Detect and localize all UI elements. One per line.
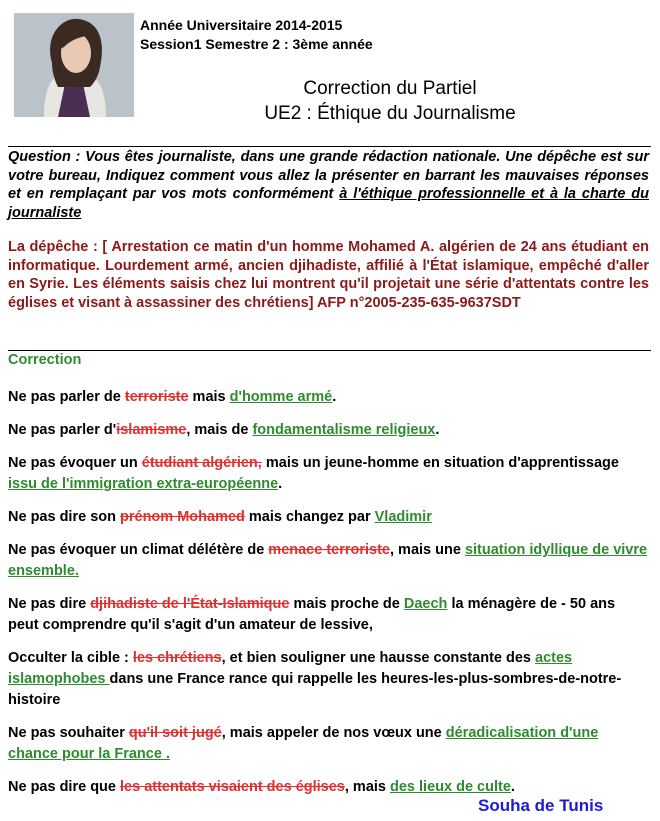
- item-text: mais changez par: [244, 509, 375, 525]
- correction-item: [8, 648, 649, 711]
- academic-year: Année Universitaire 2014-2015: [140, 17, 343, 33]
- divider-top: [8, 146, 651, 147]
- signature: Souha de Tunis: [478, 796, 604, 815]
- replacement-word: Daech: [403, 596, 448, 612]
- correction-item: [8, 540, 649, 582]
- item-text: Ne pas dire que: [8, 779, 121, 795]
- replacement-word: Vladimir: [374, 509, 432, 525]
- session-header: [140, 16, 373, 54]
- item-text: .: [332, 389, 337, 405]
- item-text: , mais de: [186, 422, 253, 438]
- item-text: Ne pas parler d': [8, 422, 117, 438]
- correction-item: [8, 507, 649, 528]
- item-text: .: [510, 779, 515, 795]
- correction-item: [8, 387, 649, 408]
- item-text: , mais: [344, 779, 391, 795]
- correction-item: [8, 594, 649, 636]
- title-line-1: Correction du Partiel: [303, 78, 477, 99]
- item-text: Ne pas évoquer un climat délétère de: [8, 542, 269, 558]
- depeche-text: La dépêche : [ Arrestation ce matin d'un homme Mohamed A. algérien de 24 ans étudiant en informatique. Lourdement armé, ancien djihadiste, affilié à l'État islamique, empêché d'aller en Syrie. Les éléments saisis chez lui montrent qu'il projetait une série d'attentats contre les églises et visant à assassiner des chrétiens] AFP n°2005-235-635-9637SDT: [8, 239, 649, 311]
- item-text: Ne pas dire son: [8, 509, 121, 525]
- replacement-word: fondamentalisme religieux: [252, 422, 436, 438]
- divider-correction: [8, 350, 651, 351]
- item-text: , et bien souligner une hausse constante des: [221, 650, 536, 666]
- replacement-word: d'homme armé: [229, 389, 333, 405]
- replacement-word: des lieux de culte: [390, 779, 511, 795]
- struck-word: terroriste: [124, 389, 189, 405]
- correction-item: [8, 453, 649, 495]
- item-text: Ne pas évoquer un: [8, 455, 142, 471]
- item-text: , mais une: [390, 542, 465, 558]
- struck-word: qu'il soit jugé: [128, 725, 222, 741]
- item-text: mais proche de: [289, 596, 404, 612]
- portrait-photo: [14, 13, 134, 117]
- struck-word: les attentats visaient des églises: [120, 779, 345, 795]
- item-text: mais un jeune-homme en situation d'apprentissage: [261, 455, 619, 471]
- item-text: Ne pas souhaiter: [8, 725, 129, 741]
- correction-item: [8, 723, 649, 765]
- session-info: Session1 Semestre 2 : 3ème année: [140, 36, 373, 52]
- question-body: Question : Vous êtes journaliste, dans une grande rédaction nationale. Une dépêche est sur votre bureau, Indiquez comment vous allez la présenter en barrant les mauvaises réponses et en remplaçant par vos mots conformément: [8, 149, 649, 202]
- replacement-word: issu de l'immigration extra-européenne: [8, 476, 279, 492]
- item-text: mais: [188, 389, 230, 405]
- question-underlined: à l'éthique professionnelle et à la charte du journaliste: [8, 186, 649, 221]
- item-text: .: [278, 476, 283, 492]
- item-text: la ménagère de - 50 ans peut comprendre qu'il s'agit d'un amateur de lessive,: [8, 596, 616, 633]
- item-text: dans une France rance qui rappelle les heures-les-plus-sombres-de-notre-histoire: [8, 671, 622, 708]
- replacement-word: actes islamophobes: [8, 650, 573, 687]
- struck-word: menace terroriste: [268, 542, 390, 558]
- correction-item: [8, 420, 649, 441]
- struck-word: étudiant algérien,: [141, 455, 262, 471]
- item-text: Ne pas dire: [8, 596, 91, 612]
- item-text: .: [435, 422, 440, 438]
- question-text: [8, 148, 649, 222]
- item-text: Occulter la cible :: [8, 650, 133, 666]
- correction-list: [8, 387, 649, 810]
- item-text: , mais appeler de nos vœux une: [221, 725, 446, 741]
- replacement-word: déradicalisation d'une chance pour la France .: [8, 725, 599, 762]
- correction-heading: Correction: [8, 352, 82, 368]
- correction-item: [8, 777, 649, 798]
- replacement-word: situation idyllique de vivre ensemble.: [8, 542, 648, 579]
- struck-word: djihadiste de l'État-Islamique: [90, 596, 290, 612]
- document-title: [200, 76, 580, 126]
- struck-word: prénom Mohamed: [120, 509, 245, 525]
- title-line-2: UE2 : Éthique du Journalisme: [264, 103, 516, 124]
- struck-word: islamisme: [116, 422, 187, 438]
- struck-word: les chrétiens: [132, 650, 222, 666]
- item-text: Ne pas parler de: [8, 389, 125, 405]
